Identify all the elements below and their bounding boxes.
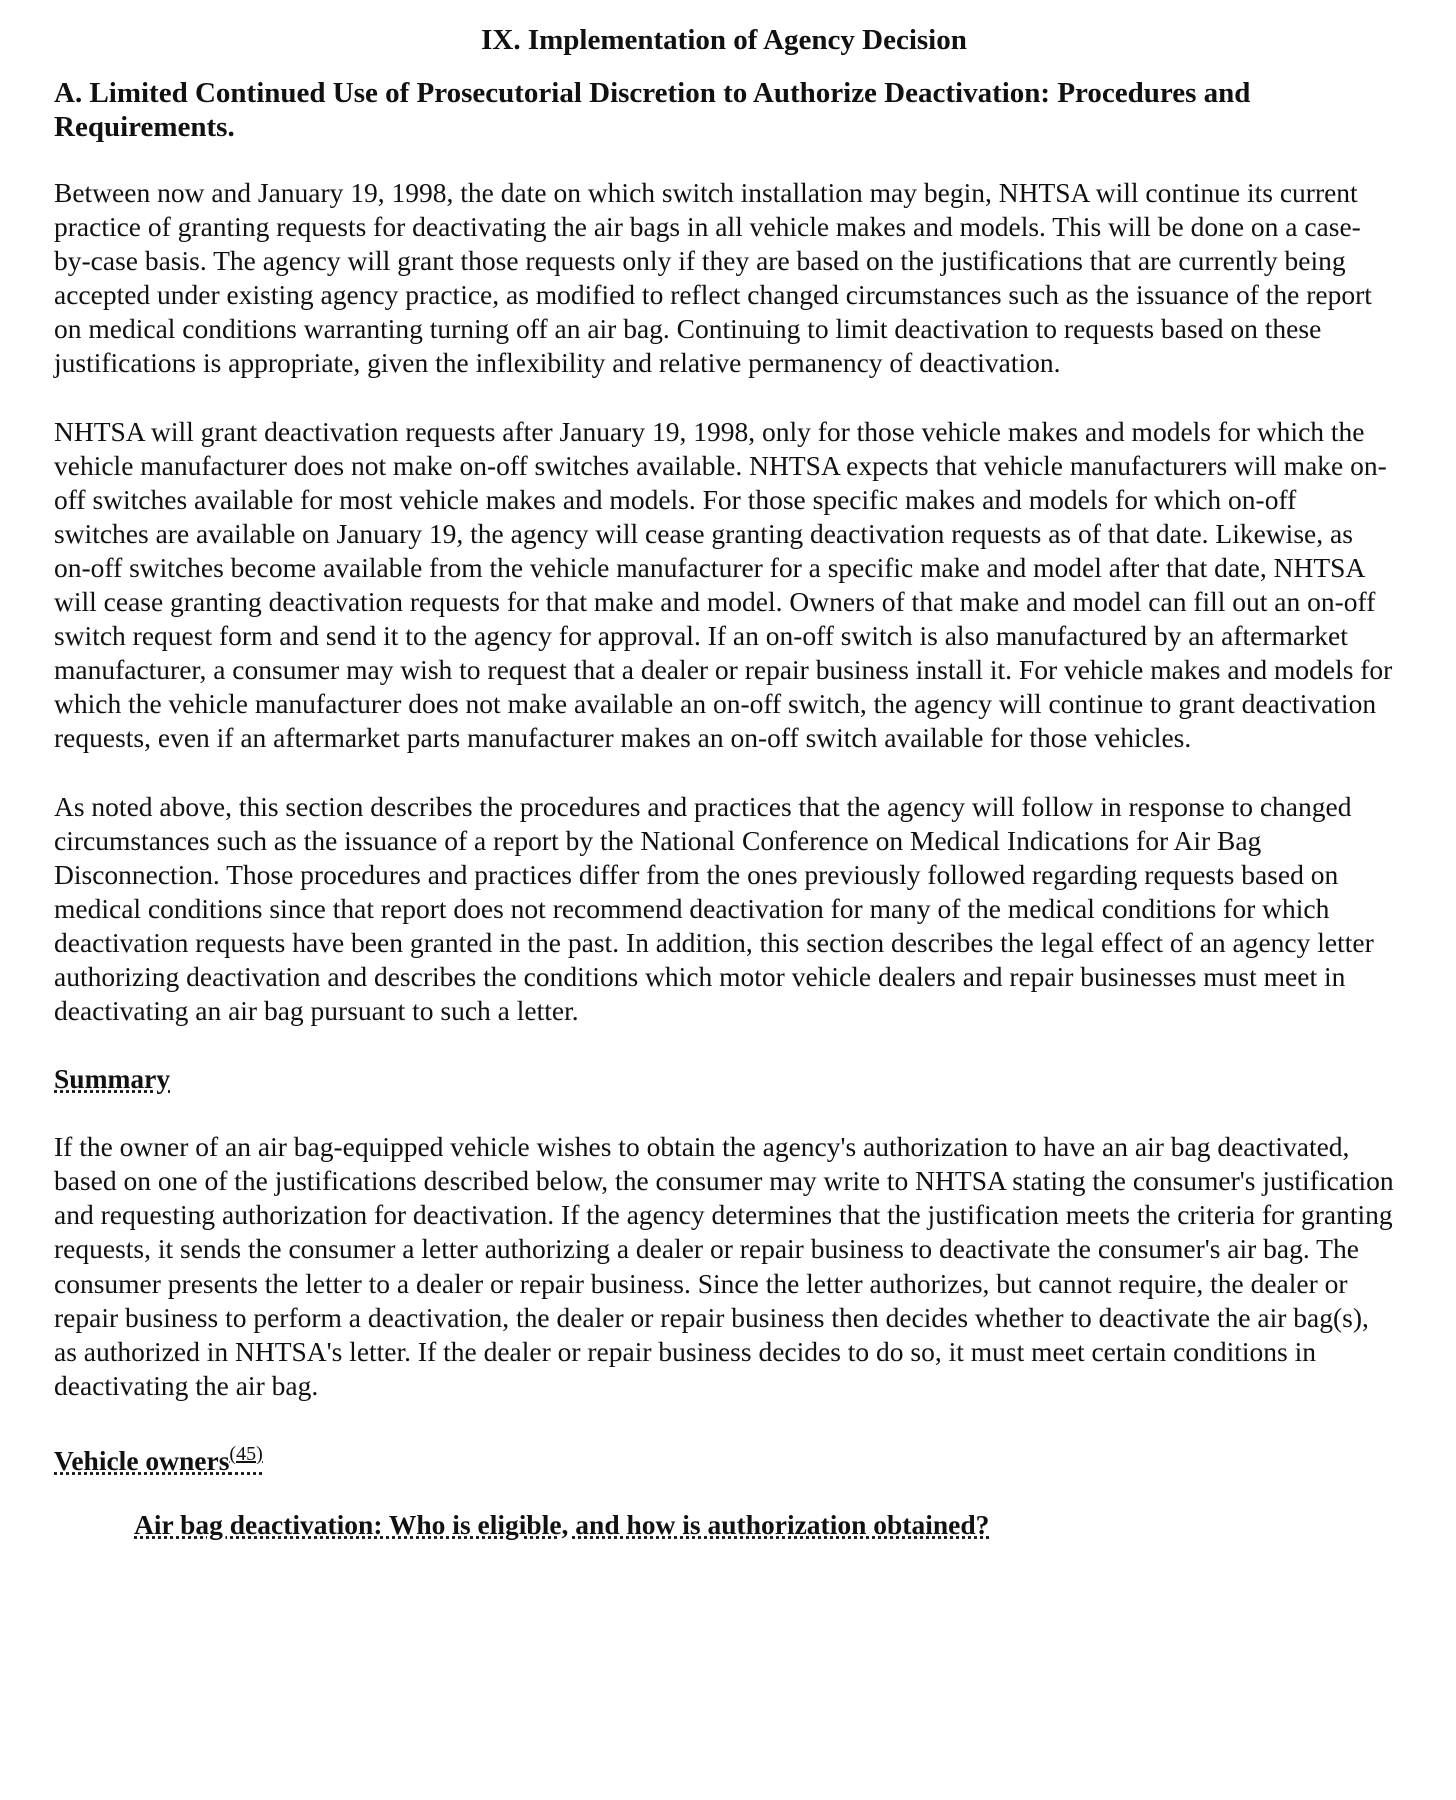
footnote-link[interactable]: (45) bbox=[229, 1442, 263, 1465]
paragraph-after-january: NHTSA will grant deactivation requests after January 19, 1998, only for those vehicle makes and models for which the vehicle manufacturer does not make on-off switches available. NHTSA expects that vehicle manufacturers will make on-off switches available for most vehicle makes and models. For those specific makes and models for which on-off switches are available on January 19, the agency will cease granting deactivation requests as of that date. Likewise, as on-off switches become available from the vehicle manufacturer for a specific make and model after that date, NHTSA will cease granting deactivation requests for that make and model. Owners of that make and model can fill out an on-off switch request form and send it to the agency for approval. If an on-off switch is also manufactured by an aftermarket manufacturer, a consumer may wish to request that a dealer or repair business install it. For vehicle makes and models for which the vehicle manufacturer does not make available an on-off switch, the agency will continue to grant deactivation requests, even if an aftermarket parts manufacturer makes an on-off switch available for those vehicles. bbox=[54, 415, 1393, 754]
section-title: IX. Implementation of Agency Decision bbox=[481, 24, 967, 56]
summary-heading: Summary bbox=[54, 1063, 171, 1095]
vehicle-owners-heading bbox=[54, 1437, 1394, 1478]
subsection-title: A. Limited Continued Use of Prosecutorial Discretion to Authorize Deactivation: Procedures and Requirements. bbox=[54, 77, 1251, 143]
summary-paragraph: If the owner of an air bag-equipped vehicle wishes to obtain the agency's authorization to have an air bag deactivated, based on one of the justifications described below, the consumer may write to NHTSA stating the consumer's justification and requesting authorization for deactivation. If the agency determines that the justification meets the criteria for granting requests, it sends the consumer a letter authorizing a dealer or repair business to deactivate the consumer's air bag. The consumer presents the letter to a dealer or repair business. Since the letter authorizes, but cannot require, the dealer or repair business to perform a deactivation, the dealer or repair business then decides whether to deactivate the air bag(s), as authorized in NHTSA's letter. If the dealer or repair business decides to do so, it must meet certain conditions in deactivating the air bag. bbox=[54, 1131, 1394, 1401]
eligibility-question-heading: Air bag deactivation: Who is eligible, and how is authorization obtained? bbox=[134, 1509, 990, 1541]
paragraph-interim-practice: Between now and January 19, 1998, the date on which switch installation may begin, NHTSA will continue its current practice of granting requests for deactivating the air bags in all vehicle makes and models. This will be done on a case-by-case basis. The agency will grant those requests only if they are based on the justifications that are currently being accepted under existing agency practice, as modified to reflect changed circumstances such as the issuance of the report on medical conditions warranting turning off an air bag. Continuing to limit deactivation to requests based on these justifications is appropriate, given the inflexibility and relative permanency of deactivation. bbox=[54, 177, 1372, 379]
document-page bbox=[54, 18, 1394, 1542]
paragraph-procedures: As noted above, this section describes the procedures and practices that the agency will follow in response to changed circumstances such as the issuance of a report by the National Conference on Medical Indications for Air Bag Disconnection. Those procedures and practices differ from the ones previously followed regarding requests based on medical conditions since that report does not recommend deactivation for many of the medical conditions for which deactivation requests have been granted in the past. In addition, this section describes the legal effect of an agency letter authorizing deactivation and describes the conditions which motor vehicle dealers and repair businesses must meet in deactivating an air bag pursuant to such a letter. bbox=[54, 790, 1374, 1027]
vehicle-owners-label: Vehicle owners bbox=[54, 1445, 230, 1477]
